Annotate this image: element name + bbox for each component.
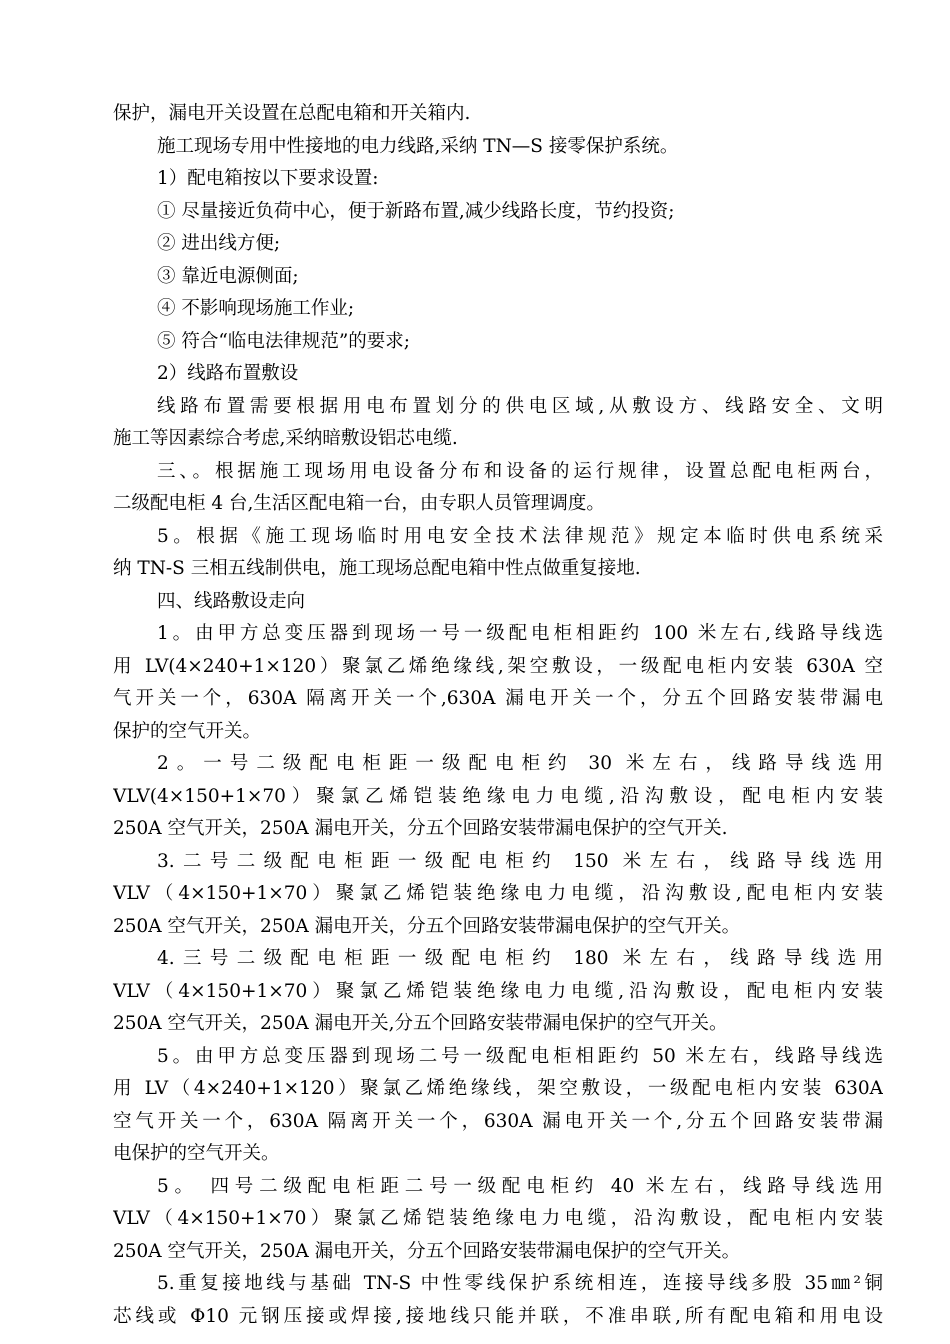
- text-line: 气开关一个，630A 隔离开关一个,630A 漏电开关一个，分五个回路安装带漏电: [113, 688, 883, 709]
- text-line: 4.三号二级配电柜距一级配电柜约 180 米左右，线路导线选用: [157, 948, 883, 969]
- text-line: 250A 空气开关，250A 漏电开关，分五个回路安装带漏电保护的空气开关。: [113, 915, 741, 937]
- text-line: 250A 空气开关，250A 漏电开关，分五个回路安装带漏电保护的空气开关。: [113, 1240, 741, 1262]
- text-line: 5。 四号二级配电柜距二号一级配电柜约 40 米左右，线路导线选用: [157, 1175, 883, 1197]
- text-line: 5。由甲方总变压器到现场二号一级配电柜相距约 50 米左右，线路导线选: [157, 1045, 883, 1067]
- text-line: 2。一号二级配电柜距一级配电柜约 30 米左右，线路导线选用: [157, 753, 883, 774]
- list-item: ① 尽量接近负荷中心，便于新路布置,减少线路长度，节约投资;: [157, 200, 675, 222]
- text-line: 250A 空气开关，250A 漏电开关，分五个回路安装带漏电保护的空气开关.: [113, 818, 728, 839]
- text-line: 电保护的空气开关。: [113, 1143, 280, 1164]
- list-item: ③ 靠近电源侧面;: [157, 265, 299, 287]
- text-line: VLV(4×150+1×70）聚氯乙烯铠装绝缘电力电缆,沿沟敷设，配电柜内安装: [113, 785, 883, 807]
- text-line: 250A 空气开关，250A 漏电开关,分五个回路安装带漏电保护的空气开关。: [113, 1013, 728, 1034]
- text-line: VLV（4×150+1×70）聚氯乙烯铠装绝缘电力电缆,沿沟敷设，配电柜内安装: [113, 980, 883, 1002]
- section-heading: 2）线路布置敷设: [157, 363, 299, 384]
- list-item: ④ 不影响现场施工作业;: [157, 298, 355, 319]
- text-line: 3.二号二级配电柜距一级配电柜约 150 米左右，线路导线选用: [157, 850, 883, 872]
- text-line: 5。根据《施工现场临时用电安全技术法律规范》规定本临时供电系统采: [157, 525, 883, 547]
- text-line: 线路布置需要根据用电布置划分的供电区域,从敷设方、线路安全、文明: [157, 395, 883, 417]
- text-line: 5.重复接地线与基础 TN-S 中性零线保护系统相连，连接导线多股 35㎜²铜: [157, 1273, 883, 1294]
- text-line: 芯线或 Φ10 元钢压接或焊接,接地线只能并联，不准串联,所有配电箱和用电设: [113, 1305, 883, 1327]
- text-line: 三、。根据施工现场用电设备分布和设备的运行规律，设置总配电柜两台，: [157, 460, 883, 482]
- text-line: 二级配电柜 4 台,生活区配电箱一台，由专职人员管理调度。: [113, 493, 605, 514]
- list-item: ② 进出线方便;: [157, 233, 281, 254]
- text-line: 保护的空气开关。: [113, 720, 262, 742]
- text-line: 施工等因素综合考虑,采纳暗敷设铝芯电缆.: [113, 428, 458, 449]
- text-line: 保护，漏电开关设置在总配电箱和开关箱内.: [113, 103, 471, 124]
- text-line: 施工现场专用中性接地的电力线路,采纳 TN—S 接零保护系统。: [157, 135, 679, 157]
- document-page: [113, 98, 883, 1333]
- text-line: VLV（4×150+1×70）聚氯乙烯铠装绝缘电力电缆，沿沟敷设，配电柜内安装: [113, 1208, 883, 1229]
- text-line: 纳 TN-S 三相五线制供电，施工现场总配电箱中性点做重复接地.: [113, 558, 641, 579]
- section-heading: 1）配电箱按以下要求设置:: [157, 168, 379, 189]
- text-line: 用 LV(4×240+1×120）聚氯乙烯绝缘线,架空敷设，一级配电柜内安装 630A 空: [113, 655, 883, 677]
- section-heading: 四、线路敷设走向: [157, 590, 306, 612]
- text-line: VLV（4×150+1×70）聚氯乙烯铠装绝缘电力电缆，沿沟敷设,配电柜内安装: [113, 883, 883, 904]
- text-line: 用 LV（4×240+1×120）聚氯乙烯绝缘线，架空敷设，一级配电柜内安装 630A: [113, 1078, 883, 1099]
- text-line: 1。由甲方总变压器到现场一号一级配电柜相距约 100 米左右,线路导线选: [157, 623, 883, 644]
- list-item: ⑤ 符合“临电法律规范”的要求;: [157, 330, 411, 352]
- text-line: 空气开关一个，630A 隔离开关一个，630A 漏电开关一个,分五个回路安装带漏: [113, 1110, 883, 1132]
